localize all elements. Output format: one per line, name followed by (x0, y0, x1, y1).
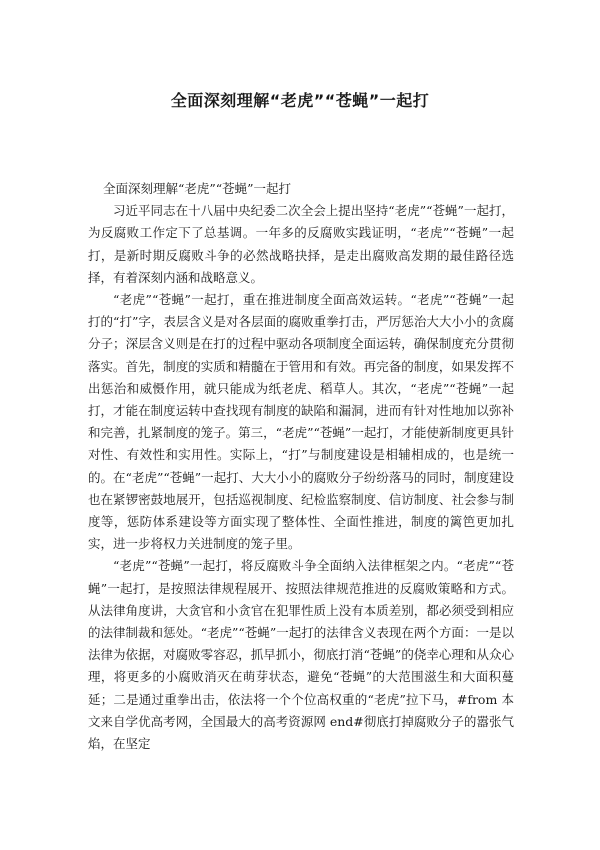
paragraph: “老虎”“苍蝇”一起打，将反腐败斗争全面纳入法律框架之内。“老虎”“苍蝇”一起打，是按照法律规程展开、按照法律规范推进的反腐败策略和方式。从法律角度讲，大贪官和小贪官在犯罪性质上没有本质差别，都必须受到相应的法律制裁和惩处。“老虎”“苍蝇”一起打的法律含义表现在两个方面：一是以法律为依据，对腐败零容忍，抓早抓小，彻底打消“苍蝇”的侥幸心理和从众心理，将更多的小腐败消灭在萌芽状态，避免“苍蝇”的大范围滋生和大面积蔓延；二是通过重拳出击，依法将一个个位高权重的“老虎”拉下马，#from 本文来自学优高考网，全国最大的高考资源网 end#彻底打掉腐败分子的嚣张气焰，在坚定 (88, 558, 514, 752)
paragraph: 习近平同志在十八届中央纪委二次全会上提出坚持“老虎”“苍蝇”一起打，为反腐败工作定下了总基调。一年多的反腐败实践证明，“老虎”“苍蝇”一起打，是新时期反腐败斗争的必然战略抉择，是走出腐败高发期的最佳路径选择，有着深刻内涵和战略意义。 (88, 203, 514, 285)
document-subtitle: 全面深刻理解“老虎”“苍蝇”一起打 (103, 181, 292, 196)
document-title: 全面深刻理解“老虎”“苍蝇”一起打 (170, 91, 430, 110)
document-body (88, 178, 514, 755)
paragraph: “老虎”“苍蝇”一起打，重在推进制度全面高效运转。“老虎”“苍蝇”一起打的“打”字，表层含义是对各层面的腐败重拳打击，严厉惩治大大小小的贪腐分子；深层含义则是在打的过程中驱动各项制度全面运转，确保制度充分贯彻落实。首先，制度的实质和精髓在于管用和有效。再完备的制度，如果发挥不出惩治和威慑作用，就只能成为纸老虎、稻草人。其次，“老虎”“苍蝇”一起打，才能在制度运转中查找现有制度的缺陷和漏洞，进而有针对性地加以弥补和完善，扎紧制度的笼子。第三，“老虎”“苍蝇”一起打，才能使新制度更具针对性、有效性和实用性。实际上，“打”与制度建设是相辅相成的，也是统一的。在“老虎”“苍蝇”一起打、大大小小的腐败分子纷纷落马的同时，制度建设也在紧锣密鼓地展开，包括巡视制度、纪检监察制度、信访制度、社会参与制度等，惩防体系建设等方面实现了整体性、全面性推进，制度的篱笆更加扎实，进一步将权力关进制度的笼子里。 (88, 292, 514, 552)
